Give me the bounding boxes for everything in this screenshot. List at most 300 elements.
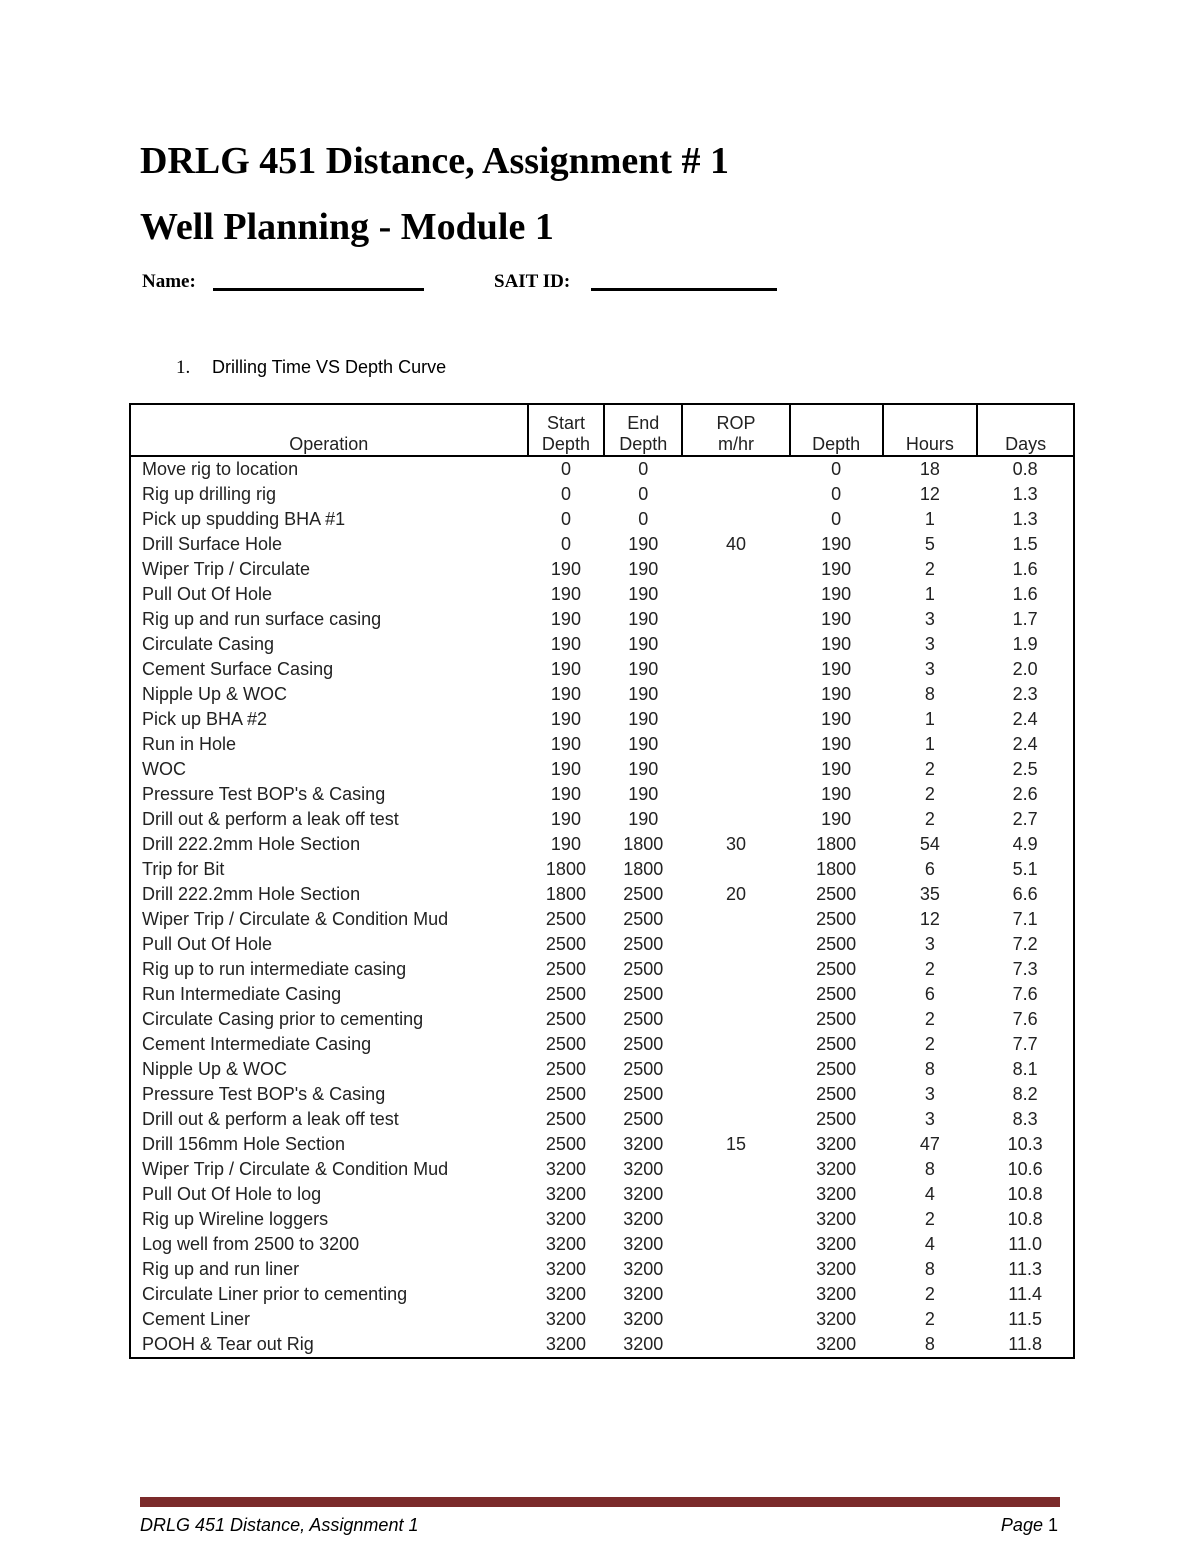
cell-hours: 8 [924,1259,935,1279]
cell-hours: 2 [924,1009,935,1029]
cell-days: 1.9 [1012,634,1038,654]
cell-rop [682,607,790,632]
cell-days: 7.6 [1012,1009,1038,1029]
cell-hours: 8 [924,1059,935,1079]
cell-rop [682,557,790,582]
table-row [130,1282,1074,1307]
cell-depth: 3200 [816,1309,857,1329]
cell-hours: 3 [924,634,935,654]
cell-start-depth: 3200 [545,1159,586,1179]
cell-depth: 190 [821,659,852,679]
table-row [130,557,1074,582]
cell-end-depth: 190 [628,709,659,729]
cell-end-depth: 190 [628,659,659,679]
cell-days: 2.3 [1012,684,1038,704]
table-row [130,757,1074,782]
table-row [130,532,1074,557]
cell-days: 7.1 [1012,909,1038,929]
cell-start-depth: 190 [550,759,581,779]
cell-hours: 3 [924,934,935,954]
cell-operation: Rig up to run intermediate casing [142,959,407,979]
cell-operation: Run Intermediate Casing [142,984,342,1004]
cell-hours: 3 [924,609,935,629]
cell-end-depth: 3200 [623,1159,664,1179]
cell-rop [682,1207,790,1232]
table-row [130,1057,1074,1082]
cell-hours: 1 [924,709,935,729]
cell-days: 7.2 [1012,934,1038,954]
cell-days: 6.6 [1012,884,1038,904]
cell-start-depth: 190 [550,684,581,704]
cell-hours: 2 [924,784,935,804]
cell-end-depth: 3200 [623,1209,664,1229]
table-row [130,832,1074,857]
cell-rop: 30 [725,834,746,854]
table-row [130,1257,1074,1282]
drilling-schedule-table [129,403,1075,1359]
table-row [130,732,1074,757]
cell-days: 1.3 [1012,509,1038,529]
cell-days: 7.7 [1012,1034,1038,1054]
cell-operation: Drill out & perform a leak off test [142,1109,399,1129]
cell-operation: Pull Out Of Hole [142,584,273,604]
cell-days: 11.4 [1008,1284,1042,1304]
cell-rop [682,957,790,982]
cell-end-depth: 190 [628,609,659,629]
cell-hours: 5 [924,534,935,554]
cell-hours: 35 [919,884,940,904]
cell-days: 2.7 [1012,809,1038,829]
cell-depth: 2500 [816,1109,857,1129]
cell-operation: Rig up Wireline loggers [142,1209,329,1229]
cell-hours: 1 [924,509,935,529]
table-row [130,607,1074,632]
cell-start-depth: 190 [550,784,581,804]
cell-hours: 2 [924,1284,935,1304]
sait-id-label: SAIT ID: [494,271,571,292]
table-row [130,1307,1074,1332]
cell-days: 2.4 [1012,734,1038,754]
cell-operation: Rig up and run liner [142,1259,300,1279]
header-start-depth: Start Depth [528,404,605,456]
cell-rop [682,982,790,1007]
cell-end-depth: 2500 [623,1034,664,1054]
name-label: Name: [142,271,196,292]
header-depth: Depth [790,404,883,456]
table-row [130,1182,1074,1207]
cell-rop [682,732,790,757]
sait-id-blank-line [591,288,777,291]
cell-depth: 3200 [816,1234,857,1254]
cell-operation: Cement Intermediate Casing [142,1034,372,1054]
cell-rop [682,707,790,732]
cell-operation: Trip for Bit [142,859,225,879]
cell-start-depth: 2500 [545,959,586,979]
cell-days: 8.3 [1012,1109,1038,1129]
cell-hours: 2 [924,559,935,579]
table-row [130,882,1074,907]
cell-end-depth: 190 [628,784,659,804]
cell-operation: Pick up spudding BHA #1 [142,509,346,529]
cell-operation: Nipple Up & WOC [142,684,288,704]
cell-operation: Pressure Test BOP's & Casing [142,784,386,804]
cell-rop [682,857,790,882]
cell-start-depth: 3200 [545,1309,586,1329]
cell-depth: 2500 [816,934,857,954]
table-row [130,907,1074,932]
cell-start-depth: 190 [550,809,581,829]
cell-hours: 1 [924,734,935,754]
cell-end-depth: 190 [628,634,659,654]
cell-start-depth: 0 [560,459,571,479]
cell-operation: Circulate Liner prior to cementing [142,1284,408,1304]
cell-rop [682,582,790,607]
cell-depth: 3200 [816,1259,857,1279]
cell-start-depth: 190 [550,609,581,629]
cell-start-depth: 190 [550,834,581,854]
cell-end-depth: 2500 [623,934,664,954]
table-row [130,807,1074,832]
cell-rop [682,1157,790,1182]
cell-days: 1.7 [1012,609,1038,629]
cell-end-depth: 1800 [623,859,664,879]
cell-depth: 190 [821,609,852,629]
cell-rop: 15 [725,1134,746,1154]
cell-days: 11.8 [1008,1334,1042,1354]
cell-depth: 3200 [816,1209,857,1229]
cell-operation: Pressure Test BOP's & Casing [142,1084,386,1104]
cell-days: 2.5 [1012,759,1038,779]
cell-end-depth: 190 [628,684,659,704]
cell-end-depth: 2500 [623,884,664,904]
cell-rop [682,907,790,932]
cell-start-depth: 1800 [545,884,586,904]
cell-depth: 190 [821,784,852,804]
cell-operation: Pull Out Of Hole to log [142,1184,322,1204]
cell-depth: 190 [821,559,852,579]
cell-end-depth: 3200 [623,1259,664,1279]
table-row [130,857,1074,882]
table-row [130,1132,1074,1157]
cell-operation: Run in Hole [142,734,237,754]
cell-depth: 3200 [816,1134,857,1154]
cell-depth: 2500 [816,984,857,1004]
cell-hours: 4 [924,1184,935,1204]
cell-days: 2.6 [1012,784,1038,804]
cell-hours: 54 [919,834,940,854]
cell-start-depth: 2500 [545,984,586,1004]
cell-start-depth: 2500 [545,1009,586,1029]
cell-days: 11.5 [1008,1309,1042,1329]
cell-hours: 2 [924,1034,935,1054]
cell-end-depth: 1800 [623,834,664,854]
cell-operation: Wiper Trip / Circulate [142,559,311,579]
table-row [130,982,1074,1007]
cell-end-depth: 2500 [623,1059,664,1079]
cell-end-depth: 2500 [623,984,664,1004]
cell-start-depth: 2500 [545,1034,586,1054]
cell-operation: Drill 156mm Hole Section [142,1134,346,1154]
cell-hours: 3 [924,1084,935,1104]
cell-days: 2.0 [1012,659,1038,679]
cell-end-depth: 190 [628,734,659,754]
table-row [130,456,1074,482]
table-row [130,1157,1074,1182]
cell-start-depth: 190 [550,659,581,679]
cell-start-depth: 190 [550,734,581,754]
cell-rop: 40 [725,534,746,554]
cell-operation: POOH & Tear out Rig [142,1334,314,1354]
cell-operation: Circulate Casing prior to cementing [142,1009,424,1029]
cell-depth: 0 [831,484,842,504]
cell-rop [682,1282,790,1307]
section-title: Drilling Time VS Depth Curve [212,357,447,377]
cell-days: 11.0 [1008,1234,1042,1254]
cell-depth: 2500 [816,884,857,904]
cell-start-depth: 3200 [545,1234,586,1254]
cell-days: 4.9 [1012,834,1038,854]
cell-hours: 6 [924,984,935,1004]
cell-end-depth: 0 [638,509,649,529]
table-row [130,682,1074,707]
cell-days: 7.3 [1012,959,1038,979]
cell-operation: Move rig to location [142,459,299,479]
header-operation: Operation [130,404,528,456]
cell-start-depth: 190 [550,584,581,604]
cell-operation: Wiper Trip / Circulate & Condition Mud [142,909,449,929]
cell-days: 1.3 [1012,484,1038,504]
cell-operation: Pull Out Of Hole [142,934,273,954]
cell-depth: 2500 [816,1084,857,1104]
cell-hours: 2 [924,1309,935,1329]
cell-start-depth: 3200 [545,1284,586,1304]
cell-rop [682,1107,790,1132]
table-row [130,1332,1074,1358]
cell-hours: 8 [924,684,935,704]
cell-operation: Nipple Up & WOC [142,1059,288,1079]
cell-days: 8.1 [1012,1059,1038,1079]
cell-operation: Drill 222.2mm Hole Section [142,834,361,854]
cell-hours: 18 [919,459,940,479]
cell-depth: 2500 [816,1034,857,1054]
cell-start-depth: 2500 [545,1109,586,1129]
cell-depth: 2500 [816,959,857,979]
table-row [130,1207,1074,1232]
cell-depth: 190 [821,684,852,704]
cell-rop [682,1257,790,1282]
table-row [130,1232,1074,1257]
header-hours: Hours [883,404,978,456]
cell-depth: 3200 [816,1159,857,1179]
cell-start-depth: 3200 [545,1209,586,1229]
table-row [130,1107,1074,1132]
table-row [130,482,1074,507]
cell-end-depth: 190 [628,584,659,604]
cell-days: 10.8 [1007,1184,1043,1204]
cell-end-depth: 2500 [623,909,664,929]
cell-hours: 6 [924,859,935,879]
cell-depth: 2500 [816,909,857,929]
cell-depth: 190 [821,709,852,729]
cell-rop [682,1032,790,1057]
cell-depth: 190 [821,584,852,604]
cell-rop [682,682,790,707]
cell-start-depth: 3200 [545,1184,586,1204]
document-title: DRLG 451 Distance, Assignment # 1 [140,140,730,182]
cell-depth: 190 [821,634,852,654]
cell-days: 10.6 [1007,1159,1043,1179]
cell-rop: 20 [725,884,746,904]
header-rop: ROP m/hr [682,404,790,456]
cell-start-depth: 1800 [545,859,586,879]
footer-divider-bar [140,1497,1060,1507]
cell-end-depth: 0 [638,484,649,504]
cell-rop [682,807,790,832]
cell-rop [682,1057,790,1082]
cell-operation: Log well from 2500 to 3200 [142,1234,360,1254]
cell-rop [682,632,790,657]
cell-hours: 3 [924,659,935,679]
cell-depth: 1800 [816,834,857,854]
cell-days: 5.1 [1012,859,1038,879]
cell-operation: WOC [142,759,186,779]
cell-hours: 47 [919,1134,940,1154]
header-end-depth: End Depth [604,404,682,456]
cell-rop [682,757,790,782]
cell-rop [682,657,790,682]
cell-rop [682,782,790,807]
cell-depth: 3200 [816,1184,857,1204]
cell-hours: 12 [919,909,940,929]
cell-depth: 3200 [816,1284,857,1304]
cell-depth: 1800 [816,859,857,879]
header-days: Days [977,404,1074,456]
cell-hours: 3 [924,1109,935,1129]
cell-depth: 2500 [816,1009,857,1029]
cell-depth: 190 [821,759,852,779]
cell-depth: 190 [821,534,852,554]
cell-days: 1.5 [1012,534,1038,554]
cell-operation: Cement Surface Casing [142,659,334,679]
cell-end-depth: 2500 [623,959,664,979]
table-row [130,1082,1074,1107]
cell-operation: Wiper Trip / Circulate & Condition Mud [142,1159,449,1179]
table-row [130,657,1074,682]
cell-days: 11.3 [1008,1259,1042,1279]
table-row [130,1032,1074,1057]
cell-days: 8.2 [1012,1084,1038,1104]
footer-document-name: DRLG 451 Distance, Assignment 1 [140,1515,419,1535]
cell-start-depth: 0 [560,509,571,529]
cell-start-depth: 2500 [545,1059,586,1079]
cell-days: 1.6 [1012,584,1038,604]
cell-rop [682,456,790,482]
cell-start-depth: 2500 [545,934,586,954]
cell-days: 0.8 [1012,459,1038,479]
cell-days: 2.4 [1012,709,1038,729]
cell-depth: 190 [821,734,852,754]
cell-depth: 3200 [816,1334,857,1354]
cell-hours: 4 [924,1234,935,1254]
cell-days: 1.6 [1012,559,1038,579]
cell-end-depth: 190 [628,559,659,579]
cell-end-depth: 2500 [623,1084,664,1104]
name-blank-line [213,288,424,291]
cell-start-depth: 190 [550,559,581,579]
cell-end-depth: 3200 [623,1134,664,1154]
table-row [130,1007,1074,1032]
cell-hours: 8 [924,1159,935,1179]
cell-end-depth: 0 [638,459,649,479]
cell-end-depth: 3200 [623,1234,664,1254]
cell-end-depth: 3200 [623,1184,664,1204]
cell-hours: 2 [924,809,935,829]
cell-start-depth: 2500 [545,1134,586,1154]
cell-start-depth: 3200 [545,1334,586,1354]
cell-start-depth: 0 [560,534,571,554]
table-row [130,507,1074,532]
cell-end-depth: 2500 [623,1109,664,1129]
cell-rop [682,482,790,507]
cell-operation: Rig up drilling rig [142,484,277,504]
cell-operation: Drill out & perform a leak off test [142,809,399,829]
cell-days: 10.8 [1007,1209,1043,1229]
cell-end-depth: 3200 [623,1284,664,1304]
cell-end-depth: 190 [628,759,659,779]
cell-rop [682,507,790,532]
cell-start-depth: 2500 [545,1084,586,1104]
cell-days: 7.6 [1012,984,1038,1004]
cell-hours: 2 [924,959,935,979]
cell-rop [682,1332,790,1358]
cell-operation: Circulate Casing [142,634,275,654]
document-subtitle: Well Planning - Module 1 [140,206,554,248]
cell-start-depth: 190 [550,634,581,654]
cell-rop [682,1307,790,1332]
cell-start-depth: 2500 [545,909,586,929]
cell-days: 10.3 [1007,1134,1043,1154]
footer-page-number: Page 1 [1000,1515,1058,1535]
cell-start-depth: 3200 [545,1259,586,1279]
cell-depth: 0 [831,509,842,529]
cell-operation: Drill 222.2mm Hole Section [142,884,361,904]
cell-hours: 1 [924,584,935,604]
cell-end-depth: 190 [628,534,659,554]
cell-start-depth: 190 [550,709,581,729]
cell-depth: 190 [821,809,852,829]
cell-rop [682,1232,790,1257]
cell-operation: Rig up and run surface casing [142,609,382,629]
cell-end-depth: 3200 [623,1334,664,1354]
cell-end-depth: 2500 [623,1009,664,1029]
table-row [130,782,1074,807]
table-row [130,632,1074,657]
cell-rop [682,1182,790,1207]
cell-rop [682,932,790,957]
cell-depth: 2500 [816,1059,857,1079]
table-header-row [130,404,1074,456]
table-row [130,957,1074,982]
table-body [130,456,1074,1358]
cell-operation: Cement Liner [142,1309,251,1329]
cell-rop [682,1007,790,1032]
cell-operation: Pick up BHA #2 [142,709,268,729]
cell-end-depth: 3200 [623,1309,664,1329]
cell-hours: 8 [924,1334,935,1354]
cell-hours: 2 [924,759,935,779]
cell-start-depth: 0 [560,484,571,504]
cell-end-depth: 190 [628,809,659,829]
